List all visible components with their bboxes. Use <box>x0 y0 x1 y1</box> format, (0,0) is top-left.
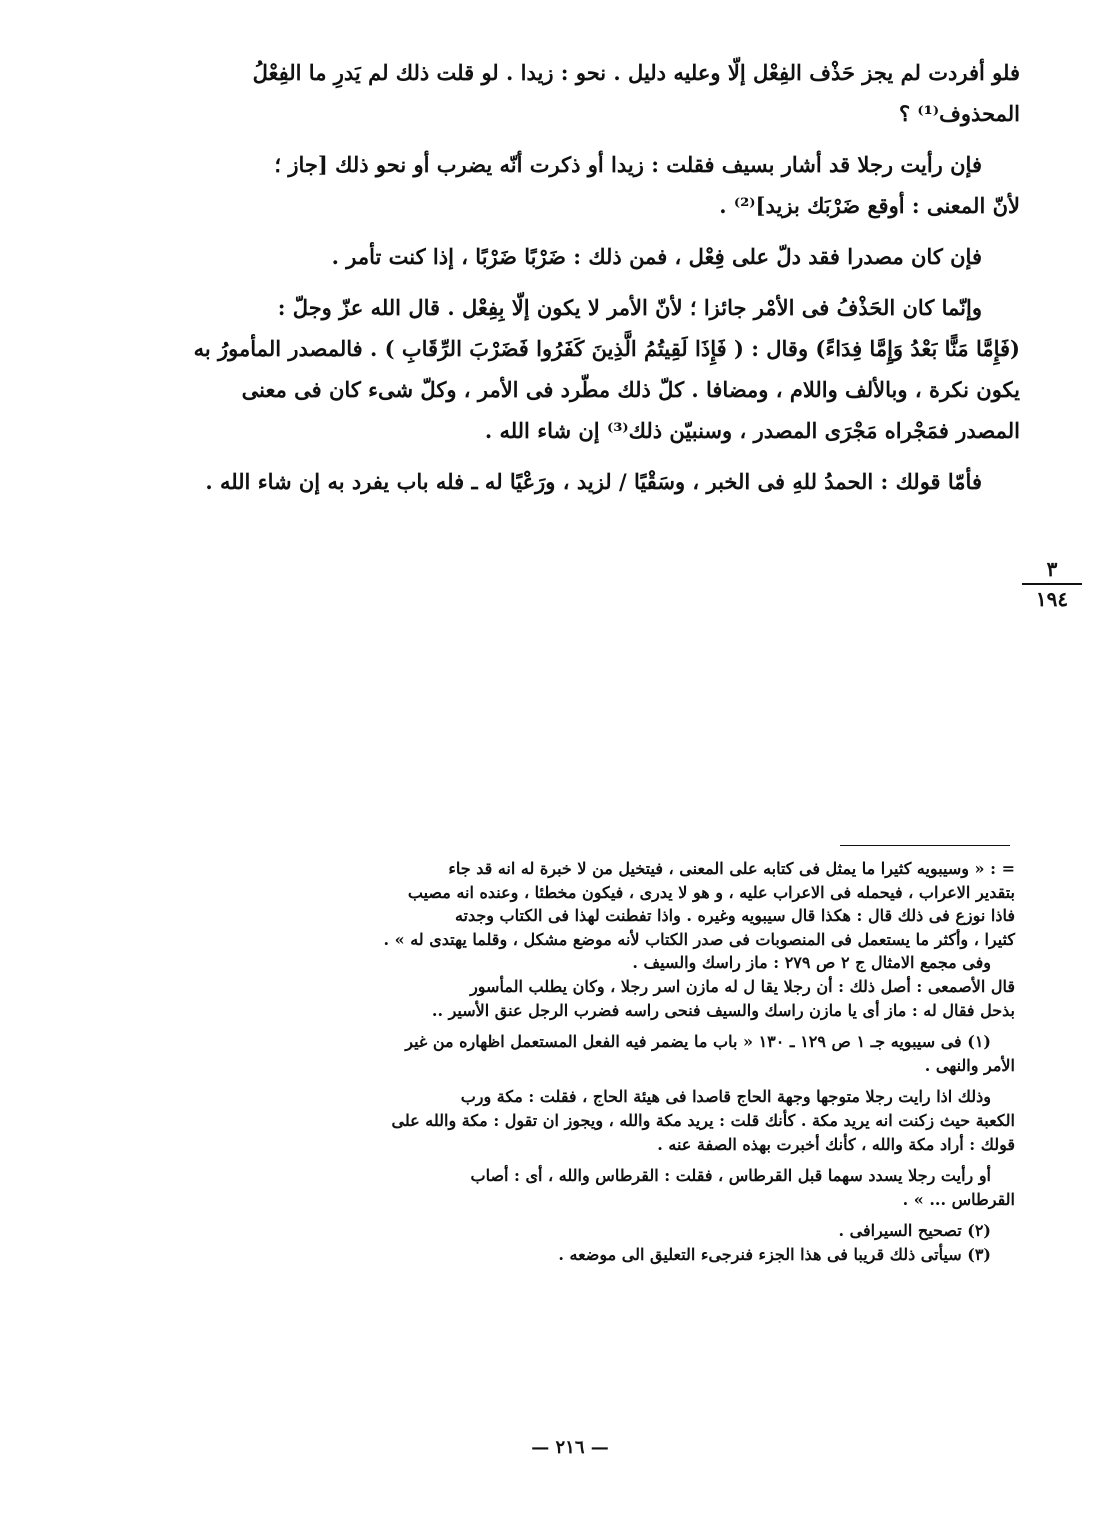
footnote-1-line: الكعبة حيث زكنت انه يريد مكة . كأنك قلت : يريد مكة والله ، ويجوز ان تقول : مكة والله على <box>391 1110 1015 1130</box>
footnote-1-line: وذلك اذا رايت رجلا متوجها وجهة الحاج قاصدا فى هيئة الحاج ، فقلت : مكة ورب <box>460 1087 991 1107</box>
margin-volume-number: ٣ <box>1022 557 1082 585</box>
footnote-continuation-line: قال الأصمعى : أصل ذلك : أن رجلا يقا ل له مازن اسر رجلا ، وكان يطلب المأسور <box>470 976 1015 996</box>
footnote-continuation-line: فاذا نوزع فى ذلك قال : هكذا قال سيبويه وغيره . واذا تفطنت لهذا فى الكتاب وجدته <box>454 906 1015 926</box>
page-number: — ٢١٦ — <box>531 1437 609 1458</box>
footnote-1-line: (١) فى سيبويه جـ ١ ص ١٢٩ ـ ١٣٠ « باب ما يضمر فيه الفعل المستعمل اظهاره من غير <box>405 1032 991 1052</box>
footnote-separator <box>840 845 1010 846</box>
footnote-1-line: أو رأيت رجلا يسدد سهما قبل القرطاس ، فقلت : القرطاس والله ، أى : أصاب <box>470 1166 991 1186</box>
footnote-continuation-line: كثيرا ، وأكثر ما يستعمل فى المنصوبات فى صدر الكتاب لأنه موضع مشكل ، وقلما يهتدى له » . <box>383 929 1015 949</box>
footnote-1-line: الأمر والنهى . <box>924 1055 1015 1075</box>
margin-page-number: ١٩٤ <box>1035 587 1069 611</box>
paragraph-4-line-1: وإنّما كان الحَذْفُ فى الأمْر جائزا ؛ لأنّ الأمر لا يكون إلّا بِفِعْل . قال الله عزّ وجلّ : <box>277 295 982 320</box>
footnote-continuation-line: = : « وسيبويه كثيرا ما يمثل فى كتابه على المعنى ، فيتخيل من لا خبرة له انه قد جاء <box>448 859 1015 878</box>
paragraph-2-line-2: لأنّ المعنى : أوقع ضَرْبَك بزيد]⁽²⁾ . <box>719 193 1020 218</box>
paragraph-2-line-1: فإن رأيت رجلا قد أشار بسيف فقلت : زيدا أو ذكرت أنّه يضرب أو نحو ذلك [جاز ؛ <box>274 152 982 177</box>
footnote-3: (٣) سيأتى ذلك قريبا فى هذا الجزء فنرجىء التعليق الى موضعه . <box>558 1244 991 1264</box>
paragraph-4-line-2: (فَإِمَّا مَنًّا بَعْدُ وَإِمَّا فِدَاءً) وقال : ( فَإِذَا لَقِيتُمُ الَّذِينَ كَفَرُوا فَضَرْبَ الرِّقَابِ ) . فالمصدر المأمورُ به <box>193 336 1020 361</box>
paragraph-5: فأمّا قولك : الحمدُ للهِ فى الخبر ، وسَقْيًا / لزيد ، ورَعْيًا له ـ فله باب يفرد به إن شاء الله . <box>205 469 982 494</box>
main-text <box>135 52 1020 502</box>
paragraph-4-line-4: المصدر فمَجْراه مَجْرَى المصدر ، وسنبيّن ذلك⁽³⁾ إن شاء الله . <box>484 418 1020 443</box>
footnote-2: (٢) تصحيح السيرافى . <box>838 1221 991 1241</box>
footnote-1-line: قولك : أراد مكة والله ، كأنك أخبرت بهذه الصفة عنه . <box>657 1134 1015 1154</box>
footnotes <box>140 857 1015 1267</box>
margin-page-reference <box>1022 557 1082 611</box>
footnote-continuation-line: بتقدير الاعراب ، فيحمله فى الاعراب عليه ، و هو لا يدرى ، فيكون مخطئا ، وعنده انه مصيب <box>407 882 1015 902</box>
paragraph-1-line-2: المحذوف⁽¹⁾ ؟ <box>898 101 1020 126</box>
paragraph-4-line-3: يكون نكرة ، وبالألف واللام ، ومضافا . كلّ ذلك مطّرد فى الأمر ، وكلّ شىء كان فى معنى <box>241 377 1020 402</box>
paragraph-1-line-1: فلو أفردت لم يجز حَذْف الفِعْل إلّا وعليه دليل . نحو : زيدا . لو قلت ذلك لم يَدرِ ما الفِعْلُ <box>252 60 1020 85</box>
footnote-continuation-line: بذحل فقال له : ماز أى يا مازن راسك والسيف فنحى راسه فضرب الرجل عنق الأسير .. <box>431 1000 1015 1020</box>
footnote-1-line: القرطاس ... » . <box>902 1189 1015 1209</box>
paragraph-3: فإن كان مصدرا فقد دلّ على فِعْل ، فمن ذلك : ضَرْبًا ضَرْبًا ، إذا كنت تأمر . <box>331 244 982 269</box>
footnote-continuation-line: وفى مجمع الامثال ج ٢ ص ٢٧٩ : ماز راسك والسيف . <box>632 953 991 973</box>
